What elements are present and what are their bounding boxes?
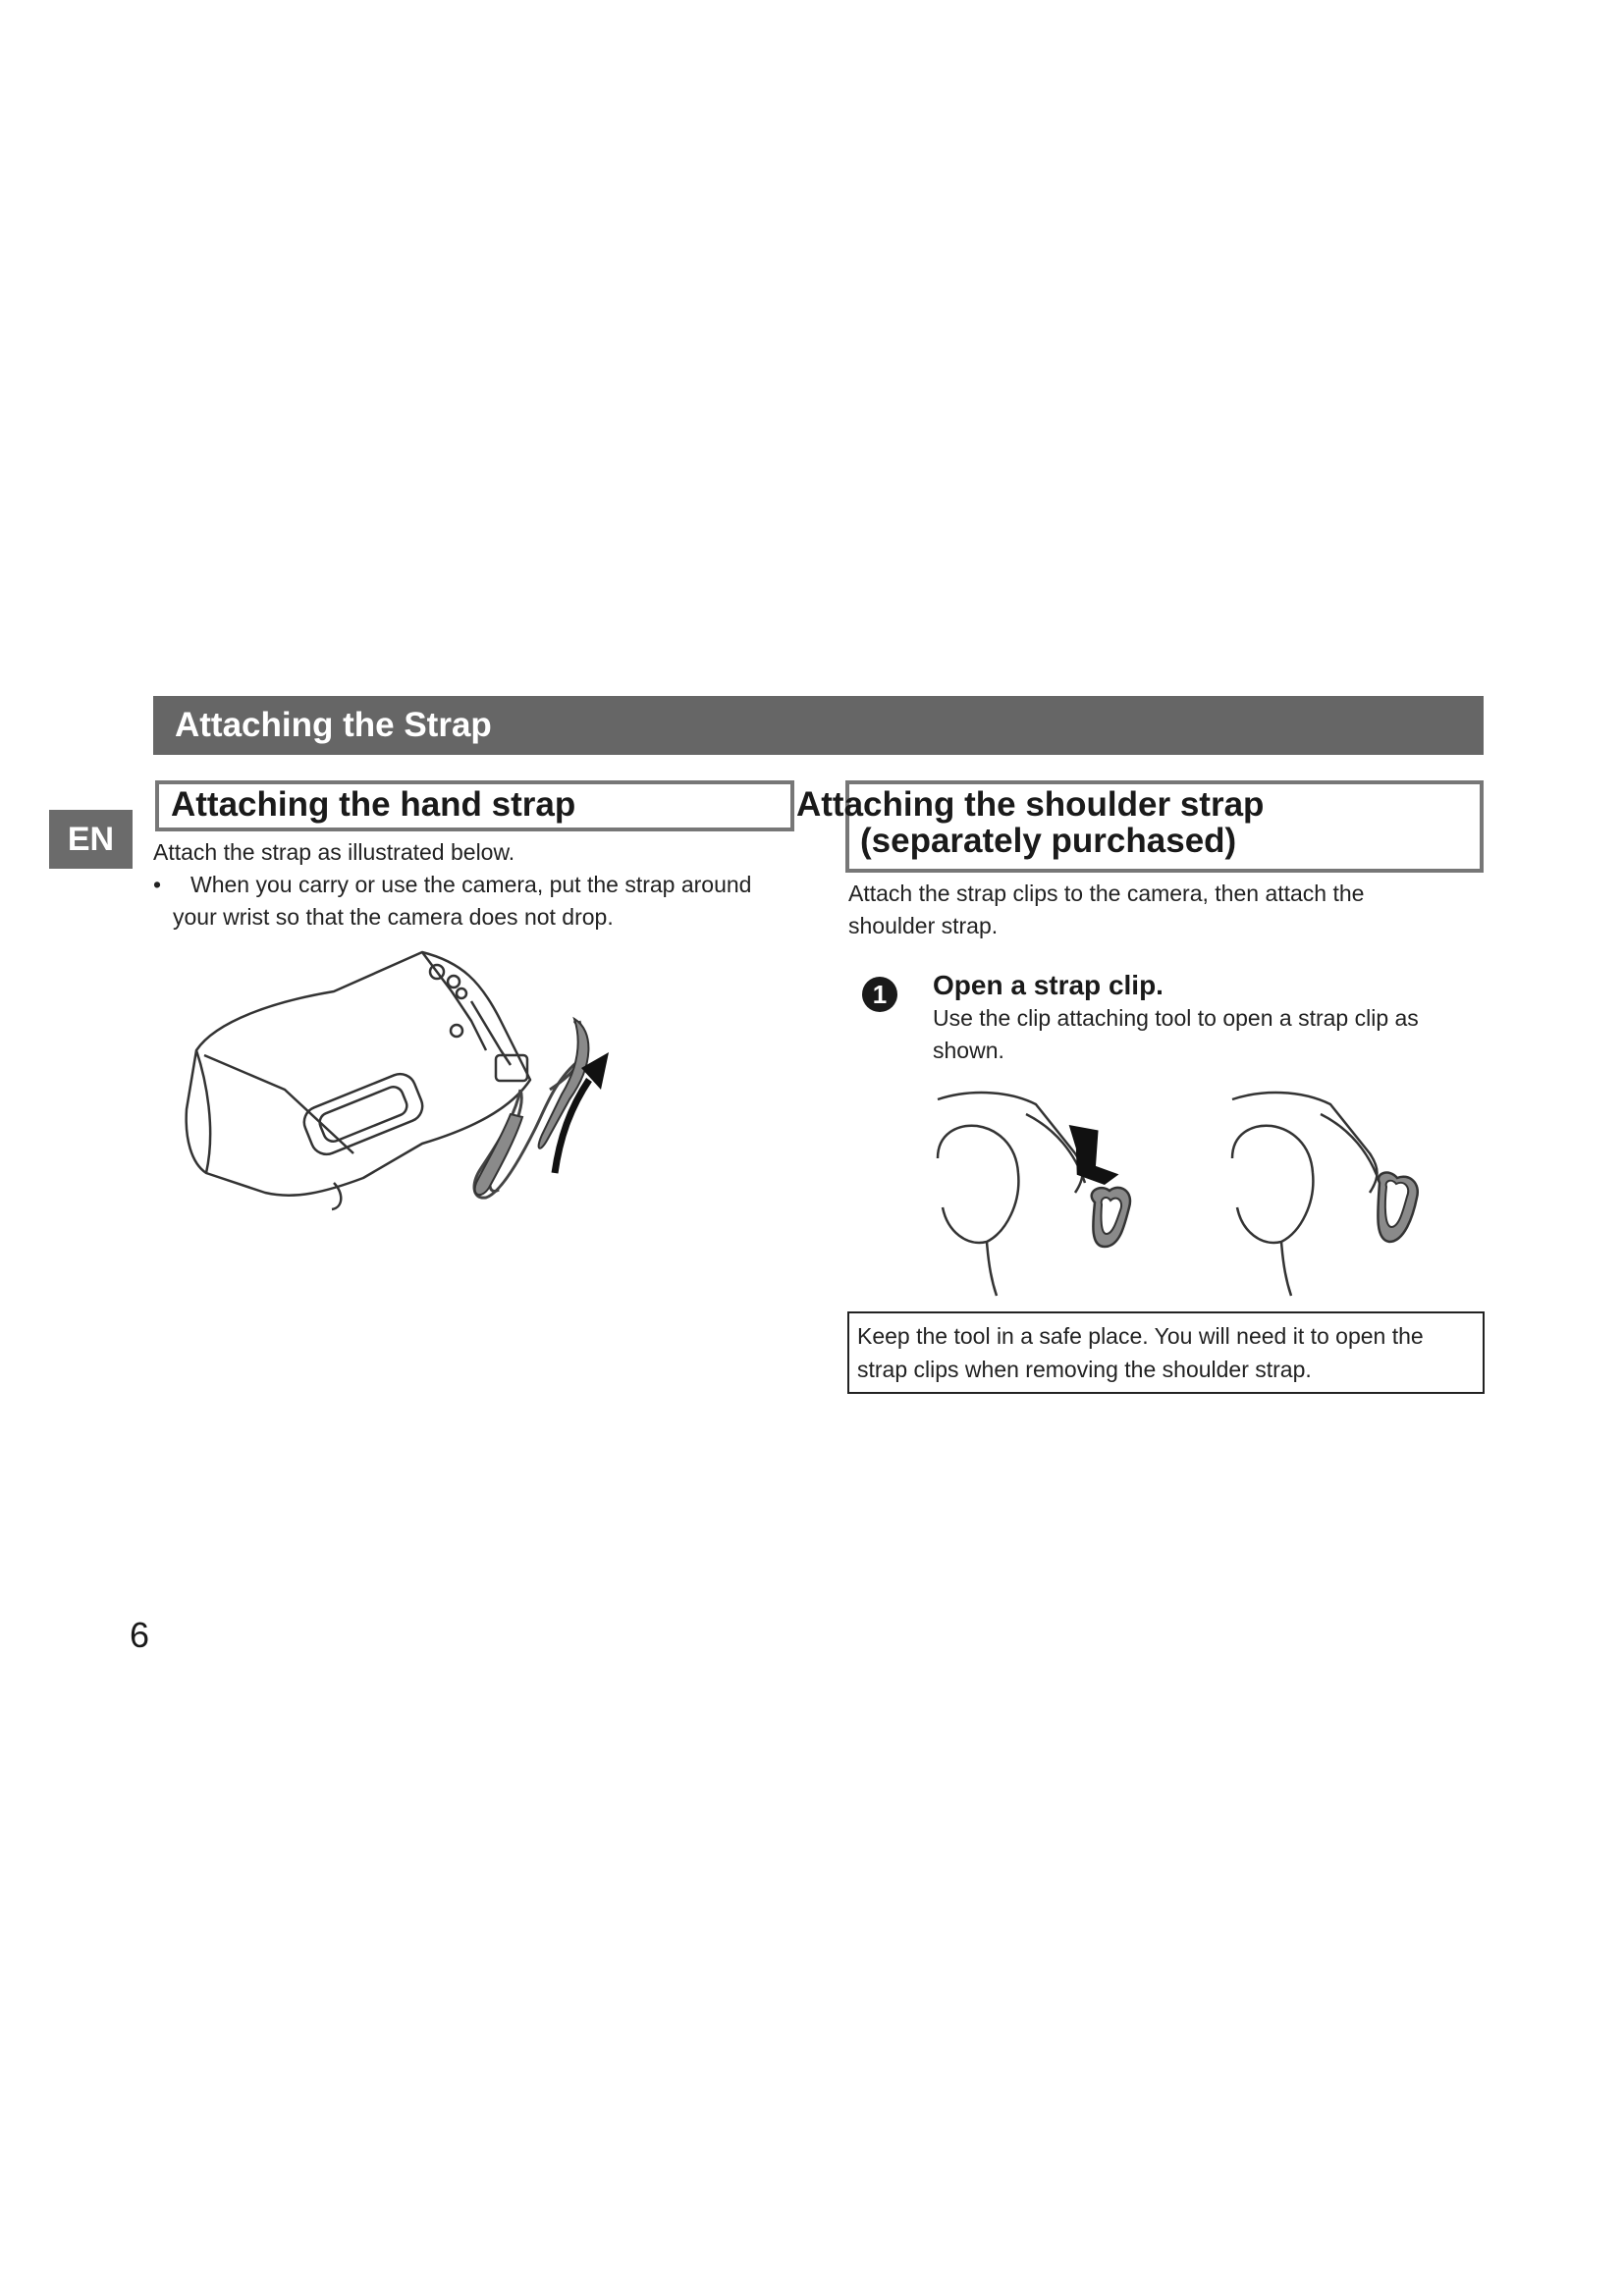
hand-strap-intro: Attach the strap as illustrated below. [153, 839, 515, 865]
shoulder-strap-intro: Attach the strap clips to the camera, then attach the shoulder strap. [848, 881, 1365, 938]
hand-strap-heading: Attaching the hand strap [171, 785, 576, 824]
bullet-dot: • [153, 872, 162, 897]
step-title: Open a strap clip. [933, 970, 1164, 1000]
shoulder-strap-subheading: (separately purchased) [860, 822, 1237, 860]
step-description: Use the clip attaching tool to open a strap clip as shown. [933, 1005, 1419, 1063]
strap-clip-opening-illustration [928, 1085, 1458, 1301]
hand-strap-bullet [153, 869, 801, 934]
hand-strap-text [153, 836, 801, 934]
shoulder-strap-heading: Attaching the shoulder strap [796, 785, 1265, 824]
bullet-text: When you carry or use the camera, put the strap around your wrist so that the camera does not drop. [173, 872, 752, 930]
tool-safekeeping-note: Keep the tool in a safe place. You will need it to open the strap clips when removing the shoulder strap. [847, 1311, 1485, 1394]
step-number-badge: 1 [862, 977, 897, 1012]
page-number: 6 [130, 1615, 150, 1655]
camera-hand-strap-illustration [177, 942, 638, 1266]
section-banner: Attaching the Strap [153, 696, 1484, 755]
language-tab: EN [49, 810, 133, 869]
